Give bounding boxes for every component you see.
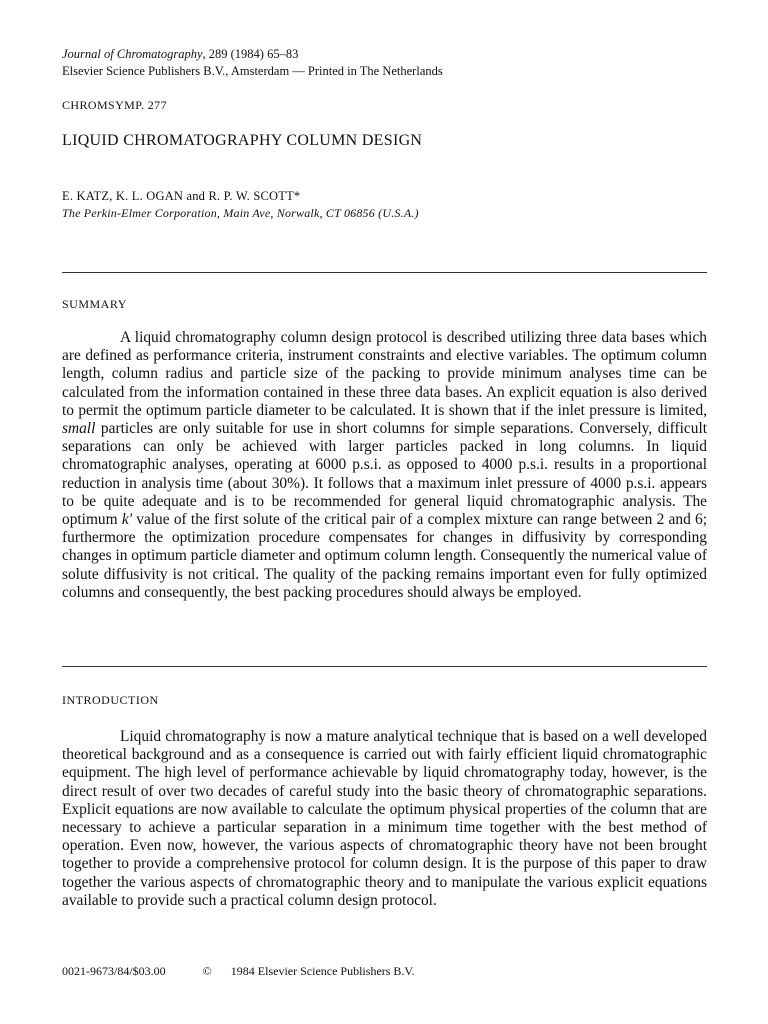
copyright-icon: © [202, 964, 212, 978]
summary-text-part-2: particles are only suitable for use in short columns for simple separations. Conversely, difficult separations can only be achieved with larger particles packed in long columns. In liquid chromatographic analyses, operating at 6000 p.s.i. as opposed to 4000 p.s.i. results in a proportional reduction in analysis time (about 30%). It follows that a maximum inlet pressure of 4000 p.s.i. appears to be quite adequate and is to be recommended for general liquid chromatographic analysis. The optimum [62, 420, 707, 529]
summary-heading: SUMMARY [62, 297, 127, 311]
divider-top [62, 272, 707, 273]
divider-bottom [62, 666, 707, 667]
journal-reference [62, 46, 443, 80]
introduction-heading: INTRODUCTION [62, 693, 159, 707]
summary-emphasis-k: k' [121, 511, 132, 529]
author-affiliation: The Perkin-Elmer Corporation, Main Ave, Norwalk, CT 06856 (U.S.A.) [62, 206, 419, 220]
summary-text-part-3: value of the first solute of the critical pair of a complex mixture can range between 2 and 6; furthermore the optimization procedure compensates for changes in diffusivity by corresponding changes in optimum particle diameter and optimum column length. Consequently the numerical value of solute diffusivity is not critical. The quality of the packing remains important even for fully optimized columns and consequently, the best packing procedures should always be employed. [62, 511, 707, 601]
issn-price-code: 0021-9673/84/$03.00 [62, 964, 166, 978]
publisher-line: Elsevier Science Publishers B.V., Amsterdam — Printed in The Netherlands [62, 64, 443, 78]
summary-paragraph [62, 329, 707, 602]
journal-citation [62, 46, 443, 63]
journal-volume-pages: , 289 (1984) 65–83 [202, 47, 299, 61]
journal-name: Journal of Chromatography [62, 47, 203, 61]
symposium-number: CHROMSYMP. 277 [62, 98, 167, 112]
copyright-footer [62, 964, 415, 979]
article-title: LIQUID CHROMATOGRAPHY COLUMN DESIGN [62, 132, 423, 149]
introduction-paragraph: Liquid chromatography is now a mature analytical technique that is based on a well developed theoretical background and as a consequence is carried out with fairly efficient liquid chromatographic equipment. The high level of performance achievable by liquid chromatography today, however, is the direct result of over two decades of careful study into the basic theory of chromatographic separations. Explicit equations are now available to calculate the optimum physical properties of the column that are necessary to achieve a particular separation in a minimum time together with the best method of operation. Even now, however, the various aspects of chromatographic theory have not been brought together to provide a comprehensive protocol for column design. It is the purpose of this paper to draw together the various aspects of chromatographic theory and to manipulate the various explicit equations available to provide such a practical column design protocol. [62, 728, 707, 909]
copyright-text: 1984 Elsevier Science Publishers B.V. [230, 964, 415, 978]
author-list: E. KATZ, K. L. OGAN and R. P. W. SCOTT* [62, 189, 301, 203]
summary-text-part-1: A liquid chromatography column design protocol is described utilizing three data bases which are defined as performance criteria, instrument constraints and elective variables. The optimum column length, column radius and particle size of the packing to provide minimum analyses time can be calculated from the information contained in these three data bases. An explicit equation is also derived to permit the optimum particle diameter to be calculated. It is shown that if the inlet pressure is limited, [62, 329, 707, 419]
summary-emphasis-small: small [62, 420, 96, 438]
